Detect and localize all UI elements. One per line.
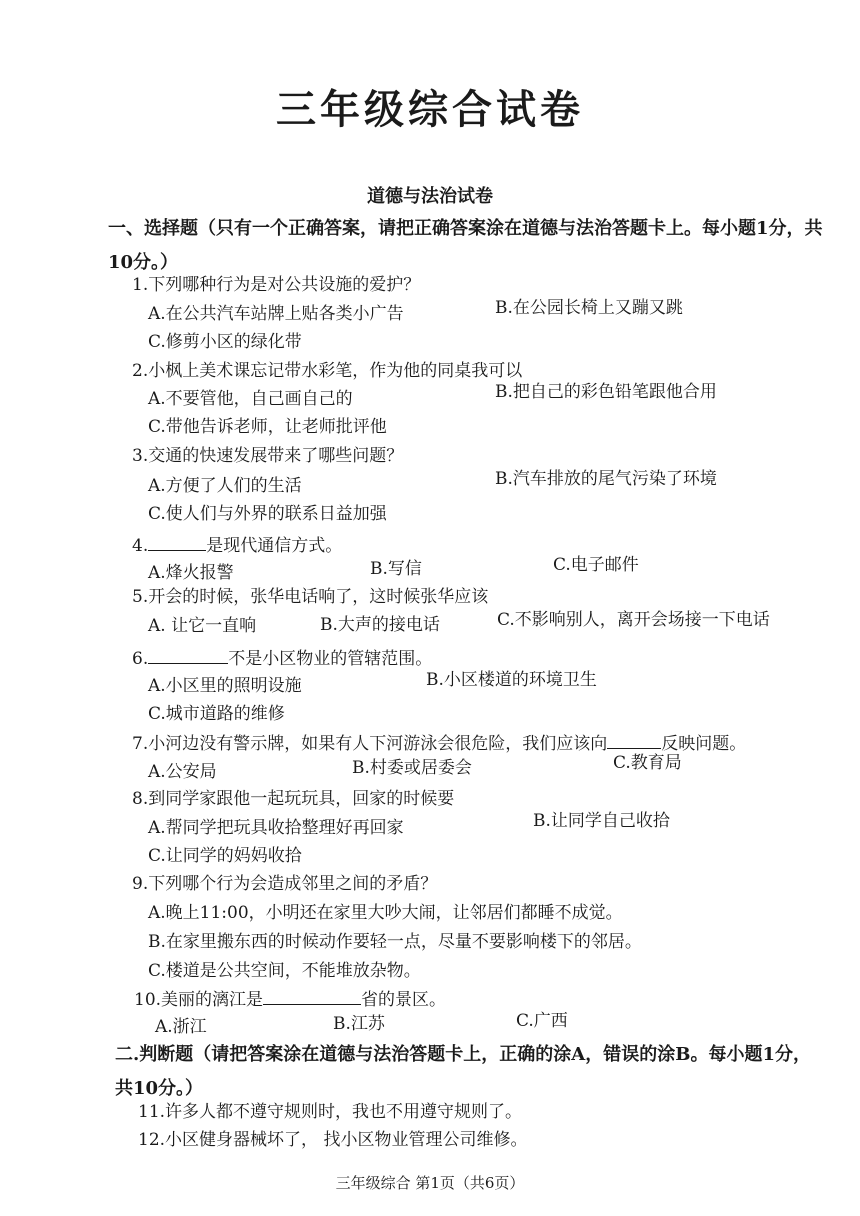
question-6-option-b: B.小区楼道的环境卫生 <box>426 670 597 690</box>
question-3-option-a: A.方便了人们的生活 <box>148 476 302 496</box>
question-4-stem <box>132 533 342 557</box>
question-7-option-c: C.教育局 <box>613 753 682 773</box>
answer-blank <box>148 533 206 551</box>
question-8-stem: 8.到同学家跟他一起玩玩具，回家的时候要 <box>132 789 455 809</box>
question-6-option-c: C.城市道路的维修 <box>148 704 285 724</box>
question-6-text: 不是小区物业的管辖范围。 <box>228 649 433 669</box>
question-3-option-c: C.使人们与外界的联系日益加强 <box>148 504 387 524</box>
question-5-option-a: A. 让它一直响 <box>148 616 257 636</box>
question-4-option-a: A.烽火报警 <box>148 563 234 583</box>
question-8-option-a: A.帮同学把玩具收拾整理好再回家 <box>148 818 404 838</box>
question-5-option-c: C.不影响别人，离开会场接一下电话 <box>497 610 770 630</box>
question-2-stem: 2.小枫上美术课忘记带水彩笔，作为他的同桌我可以 <box>132 361 523 381</box>
question-2-option-a: A.不要管他，自己画自己的 <box>148 389 353 409</box>
question-9-option-b: B.在家里搬东西的时候动作要轻一点，尽量不要影响楼下的邻居。 <box>148 932 642 952</box>
question-3-stem: 3.交通的快速发展带来了哪些问题？ <box>132 446 404 466</box>
answer-blank <box>607 731 661 749</box>
question-6-number: 6. <box>132 649 149 669</box>
question-10-text-after: 省的景区。 <box>361 990 447 1010</box>
question-4-text: 是现代通信方式。 <box>206 536 343 556</box>
question-6-option-a: A.小区里的照明设施 <box>148 676 302 696</box>
question-1-option-c: C.修剪小区的绿化带 <box>148 332 302 352</box>
answer-blank <box>148 646 228 664</box>
question-1-option-a: A.在公共汽车站牌上贴各类小广告 <box>148 304 404 324</box>
question-7-text-after: 反映问题。 <box>661 734 747 754</box>
question-1-option-b: B.在公园长椅上又蹦又跳 <box>495 298 683 318</box>
question-9-stem: 9.下列哪个行为会造成邻里之间的矛盾？ <box>132 874 438 894</box>
question-10-option-b: B.江苏 <box>333 1014 385 1034</box>
question-10-option-a: A.浙江 <box>155 1017 207 1037</box>
question-10-text-before: 10.美丽的漓江是 <box>134 990 264 1010</box>
question-7-text-before: 7.小河边没有警示牌，如果有人下河游泳会很危险，我们应该向 <box>132 734 608 754</box>
question-4-option-c: C.电子邮件 <box>553 555 639 575</box>
section-2-header: 二.判断题（请把答案涂在道德与法治答题卡上，正确的涂A，错误的涂B。每小题1分，共10分。） <box>115 1044 811 1099</box>
subject-title: 道德与法治试卷 <box>367 186 493 207</box>
page-footer: 三年级综合 第1页（共6页） <box>335 1174 525 1192</box>
question-8-option-b: B.让同学自己收拾 <box>533 811 670 831</box>
exam-title: 三年级综合试卷 <box>276 86 584 133</box>
question-12: 12.小区健身器械坏了， 找小区物业管理公司维修。 <box>138 1130 528 1150</box>
question-10-option-c: C.广西 <box>516 1011 568 1031</box>
section-1-header: 一、选择题（只有一个正确答案，请把正确答案涂在道德与法治答题卡上。每小题1分，共10分。） <box>108 218 823 273</box>
question-6-stem <box>132 646 432 670</box>
question-7-option-b: B.村委或居委会 <box>352 758 472 778</box>
question-4-option-b: B.写信 <box>370 559 422 579</box>
question-11: 11.许多人都不遵守规则时，我也不用遵守规则了。 <box>138 1102 523 1122</box>
question-5-option-b: B.大声的接电话 <box>320 615 440 635</box>
question-5-stem: 5.开会的时候，张华电话响了，这时候张华应该 <box>132 587 489 607</box>
question-8-option-c: C.让同学的妈妈收拾 <box>148 846 302 866</box>
question-4-number: 4. <box>132 536 149 556</box>
question-10-stem <box>134 987 446 1011</box>
question-2-option-b: B.把自己的彩色铅笔跟他合用 <box>495 382 717 402</box>
question-3-option-b: B.汽车排放的尾气污染了环境 <box>495 469 717 489</box>
answer-blank <box>263 987 361 1005</box>
question-2-option-c: C.带他告诉老师，让老师批评他 <box>148 417 387 437</box>
question-9-option-c: C.楼道是公共空间，不能堆放杂物。 <box>148 961 421 981</box>
question-7-option-a: A.公安局 <box>148 762 217 782</box>
question-1-stem: 1.下列哪种行为是对公共设施的爱护？ <box>132 275 421 295</box>
question-9-option-a: A.晚上11:00，小明还在家里大吵大闹，让邻居们都睡不成觉。 <box>148 903 623 923</box>
